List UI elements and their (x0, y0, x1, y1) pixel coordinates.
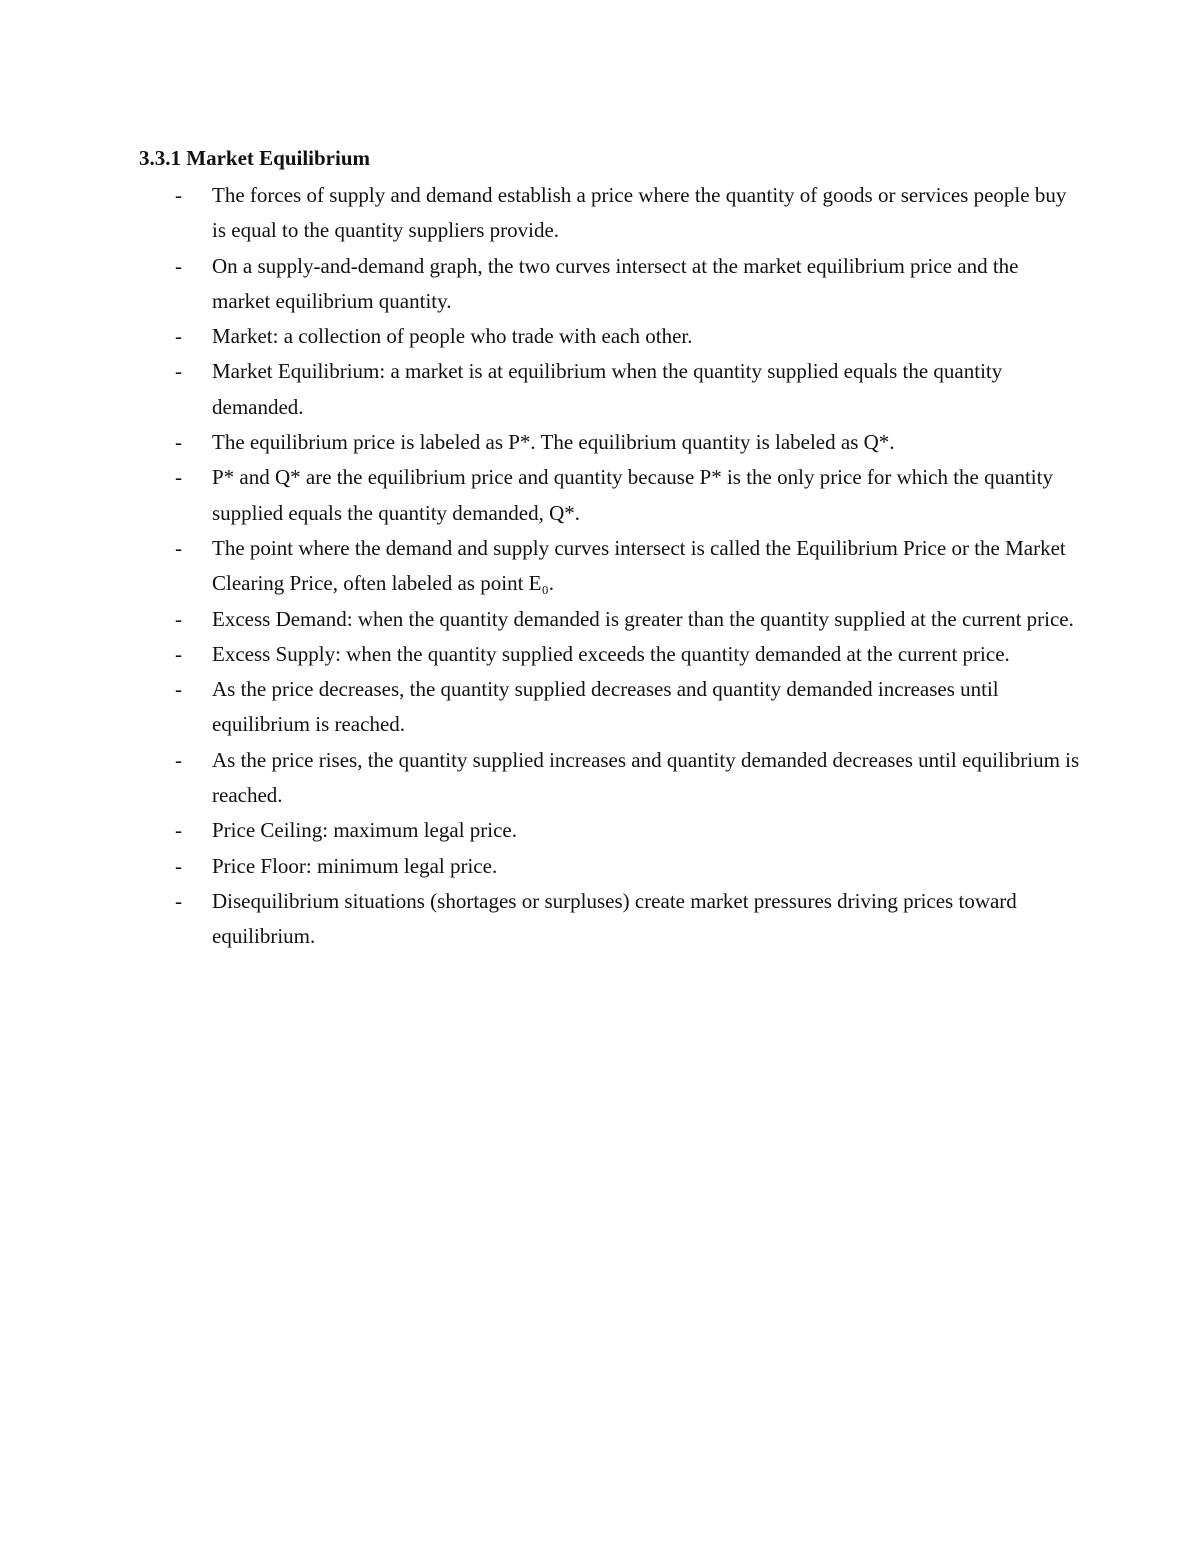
bullet-dash: - (175, 324, 182, 349)
list-item-text: The point where the demand and supply curves intersect is called the Equilibrium Price or the Market Clearing Price, often labeled as point E₀. (212, 535, 1066, 596)
list-item (175, 849, 1080, 884)
list-item (175, 319, 1080, 354)
list-item-text: Market: a collection of people who trade with each other. (212, 324, 693, 349)
bullet-dash: - (175, 818, 182, 843)
bullet-dash: - (175, 183, 182, 207)
list-item (175, 460, 1080, 531)
bullet-dash: - (175, 677, 182, 702)
list-item (175, 884, 1080, 955)
bullet-dash: - (175, 888, 182, 913)
list-item (175, 602, 1080, 637)
list-item (175, 531, 1080, 602)
list-item-text: On a supply-and-demand graph, the two curves intersect at the market equilibrium price and the market equilibrium quantity. (212, 253, 1019, 313)
list-item (175, 672, 1080, 743)
bullet-dash: - (175, 606, 182, 631)
list-item (175, 425, 1080, 460)
bullet-dash: - (175, 641, 182, 666)
list-item-text: As the price decreases, the quantity supplied decreases and quantity demanded increases until equilibrium is reached. (212, 677, 999, 737)
bullet-dash: - (175, 465, 182, 490)
list-item-text: Excess Supply: when the quantity supplied exceeds the quantity demanded at the current price. (212, 641, 1010, 666)
list-item-text: As the price rises, the quantity supplied increases and quantity demanded decreases until equilibrium is reached. (212, 747, 1080, 808)
list-item-text: The equilibrium price is labeled as P*. The equilibrium quantity is labeled as Q*. (212, 430, 895, 455)
bullet-dash: - (175, 853, 182, 878)
list-item (175, 637, 1080, 672)
bullet-dash: - (175, 535, 182, 560)
list-item (175, 813, 1080, 848)
bullet-dash: - (175, 359, 182, 384)
list-item (175, 354, 1080, 425)
list-item-text: The forces of supply and demand establish a price where the quantity of goods or services people buy is equal to the quantity suppliers provide. (212, 183, 1067, 243)
list-item (175, 743, 1080, 814)
bullet-dash: - (175, 747, 182, 772)
list-item-text: Price Floor: minimum legal price. (212, 853, 498, 878)
bullet-dash: - (175, 253, 182, 278)
list-item (175, 249, 1080, 320)
section-heading: 3.3.1 Market Equilibrium (139, 146, 371, 170)
list-item (175, 178, 1080, 249)
list-item-text: Disequilibrium situations (shortages or surpluses) create market pressures driving prices toward equilibrium. (212, 888, 1017, 949)
bullet-dash: - (175, 430, 182, 455)
bullet-list (175, 178, 1080, 955)
list-item-text: P* and Q* are the equilibrium price and quantity because P* is the only price for which the quantity supplied equals the quantity demanded, Q*. (212, 465, 1053, 525)
list-item-text: Market Equilibrium: a market is at equilibrium when the quantity supplied equals the quantity demanded. (212, 359, 1003, 419)
list-item-text: Excess Demand: when the quantity demanded is greater than the quantity supplied at the current price. (212, 606, 1074, 631)
list-item-text: Price Ceiling: maximum legal price. (212, 818, 518, 843)
